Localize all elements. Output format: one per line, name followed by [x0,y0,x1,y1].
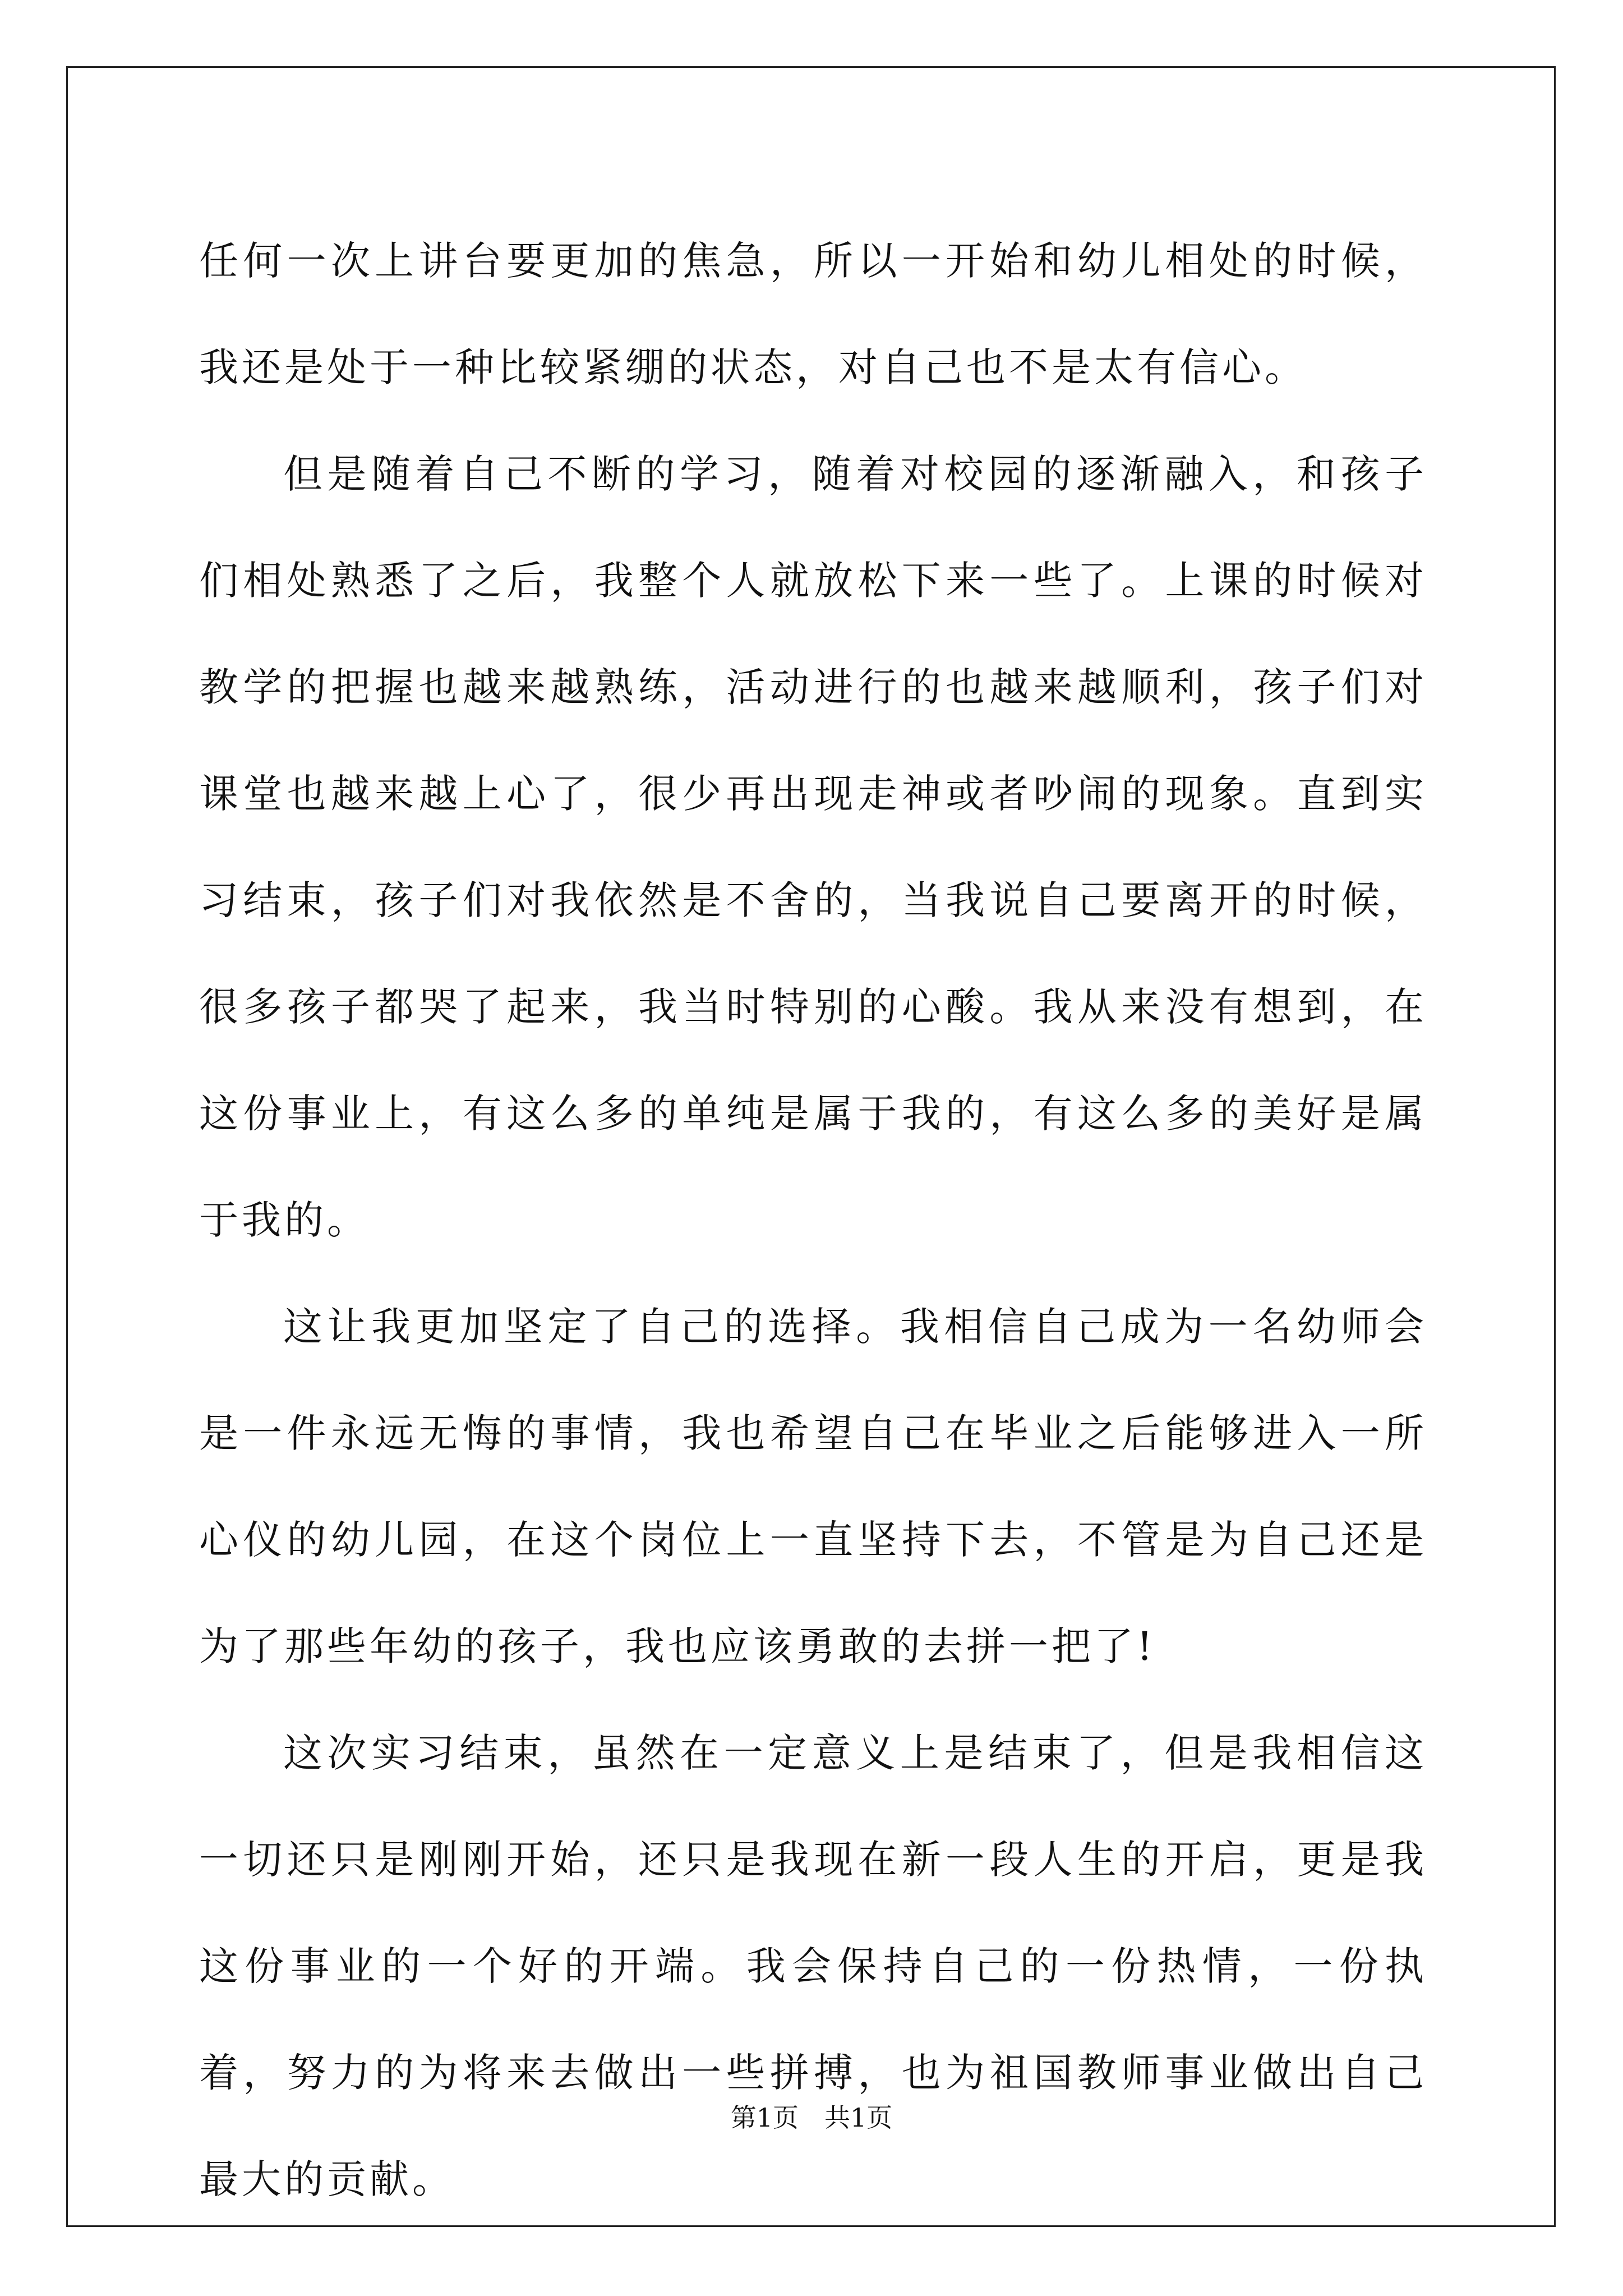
paragraph-3: 这让我更加坚定了自己的选择。我相信自己成为一名幼师会是一件永远无悔的事情，我也希望自己在毕业之后能够进入一所心仪的幼儿园，在这个岗位上一直坚持下去，不管是为自己还是为了那些年幼的孩子，我也应该勇敢的去拼一把了! [199,1304,1427,1669]
paragraph-1: 任何一次上讲台要更加的焦急，所以一开始和幼儿相处的时候，我还是处于一种比较紧绷的状态，对自己也不是太有信心。 [199,238,1427,390]
document-body [199,208,1427,2233]
page-number-footer: 第1页 共1页 [730,2102,893,2133]
paragraph-4: 这次实习结束，虽然在一定意义上是结束了，但是我相信这一切还只是刚刚开始，还只是我现在新一段人生的开启，更是我这份事业的一个好的开端。我会保持自己的一份热情，一份执着，努力的为将来去做出一些拼搏，也为祖国教师事业做出自己最大的贡献。 [199,1730,1427,2202]
paragraph-2: 但是随着自己不断的学习，随着对校园的逐渐融入，和孩子们相处熟悉了之后，我整个人就放松下来一些了。上课的时候对教学的把握也越来越熟练，活动进行的也越来越顺利，孩子们对课堂也越来越上心了，很少再出现走神或者吵闹的现象。直到实习结束，孩子们对我依然是不舍的，当我说自己要离开的时候，很多孩子都哭了起来，我当时特别的心酸。我从来没有想到，在这份事业上，有这么多的单纯是属于我的，有这么多的美好是属于我的。 [199,451,1427,1243]
